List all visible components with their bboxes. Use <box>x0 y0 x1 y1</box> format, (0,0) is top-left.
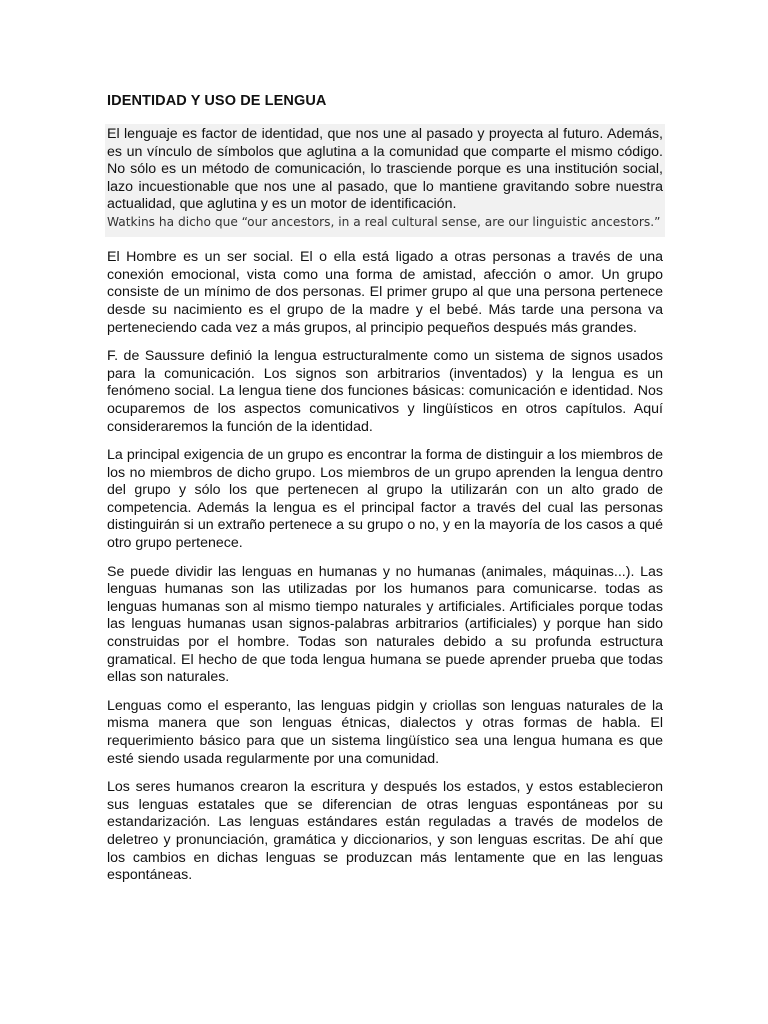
body-paragraph-4: Se puede dividir las lenguas en humanas y no humanas (animales, máquinas...). Las lenguas humanas son las utilizadas por los humanos para comunicarse. todas as lenguas humanas son al mismo tiempo naturales y artificiales. Artificiales porque todas las lenguas humanas usan signos-palabras arbitrarios (artificiales) y porque han sido construidas por el hombre. Todas son naturales debido a su profunda estructura gramatical. El hecho de que toda lengua humana se puede aprender prueba que todas ellas son naturales. <box>107 563 663 686</box>
document-title: IDENTIDAD Y USO DE LENGUA <box>107 93 327 109</box>
spacer <box>107 237 663 249</box>
watkins-quote: Watkins ha dicho que “our ancestors, in a real cultural sense, are our linguistic ancestors.” <box>107 214 661 229</box>
intro-paragraph: El lenguaje es factor de identidad, que nos une al pasado y proyecta al futuro. Además, es un vínculo de símbolos que aglutina a la comunidad que comparte el mismo código. No sólo es un método de comunicación, lo trasciende porque es una institución social, lazo incuestionable que nos une al pasado, que lo mantiene gravitando sobre nuestra actualidad, que aglutina y es un motor de identificación. <box>107 126 663 213</box>
body-paragraph-6: Los seres humanos crearon la escritura y después los estados, y estos establecieron sus lenguas estatales que se diferencian de otras lenguas espontáneas por su estandarización. Las lenguas estándares están reguladas a través de modelos de deletreo y pronunciación, gramática y diccionarios, y son lenguas escritas. De ahí que los cambios en dichas lenguas se produzcan más lentamente que en las lenguas espontáneas. <box>107 779 663 884</box>
document-page <box>107 92 663 896</box>
body-paragraph-1: El Hombre es un ser social. El o ella está ligado a otras personas a través de una conexión emocional, vista como una forma de amistad, afección o amor. Un grupo consiste de un mínimo de dos personas. El primer grupo al que una persona pertenece desde su nacimiento es el grupo de la madre y el bebé. Más tarde una persona va perteneciendo cada vez a más grupos, al principio pequeños después más grandes. <box>107 249 663 336</box>
body-paragraph-3: La principal exigencia de un grupo es encontrar la forma de distinguir a los miembros de los no miembros de dicho grupo. Los miembros de un grupo aprenden la lengua dentro del grupo y sólo los que pertenecen al grupo la utilizarán con un alto grado de competencia. Además la lengua es el principal factor a través del cual las personas distinguirán si un extraño pertenece a su grupo o no, y en la mayoría de los casos a qué otro grupo pertenece. <box>107 447 663 552</box>
highlighted-intro-block <box>105 124 665 237</box>
body-paragraph-2: F. de Saussure definió la lengua estructuralmente como un sistema de signos usados para la comunicación. Los signos son arbitrarios (inventados) y la lengua es un fenómeno social. La lengua tiene dos funciones básicas: comunicación e identidad. Nos ocuparemos de los aspectos comunicativos y lingüísticos en otros capítulos. Aquí consideraremos la función de la identidad. <box>107 348 663 435</box>
body-paragraph-5: Lenguas como el esperanto, las lenguas pidgin y criollas son lenguas naturales de la misma manera que son lenguas étnicas, dialectos y otras formas de habla. El requerimiento básico para que un sistema lingüístico sea una lengua humana es que esté siendo usada regularmente por una comunidad. <box>107 697 663 767</box>
